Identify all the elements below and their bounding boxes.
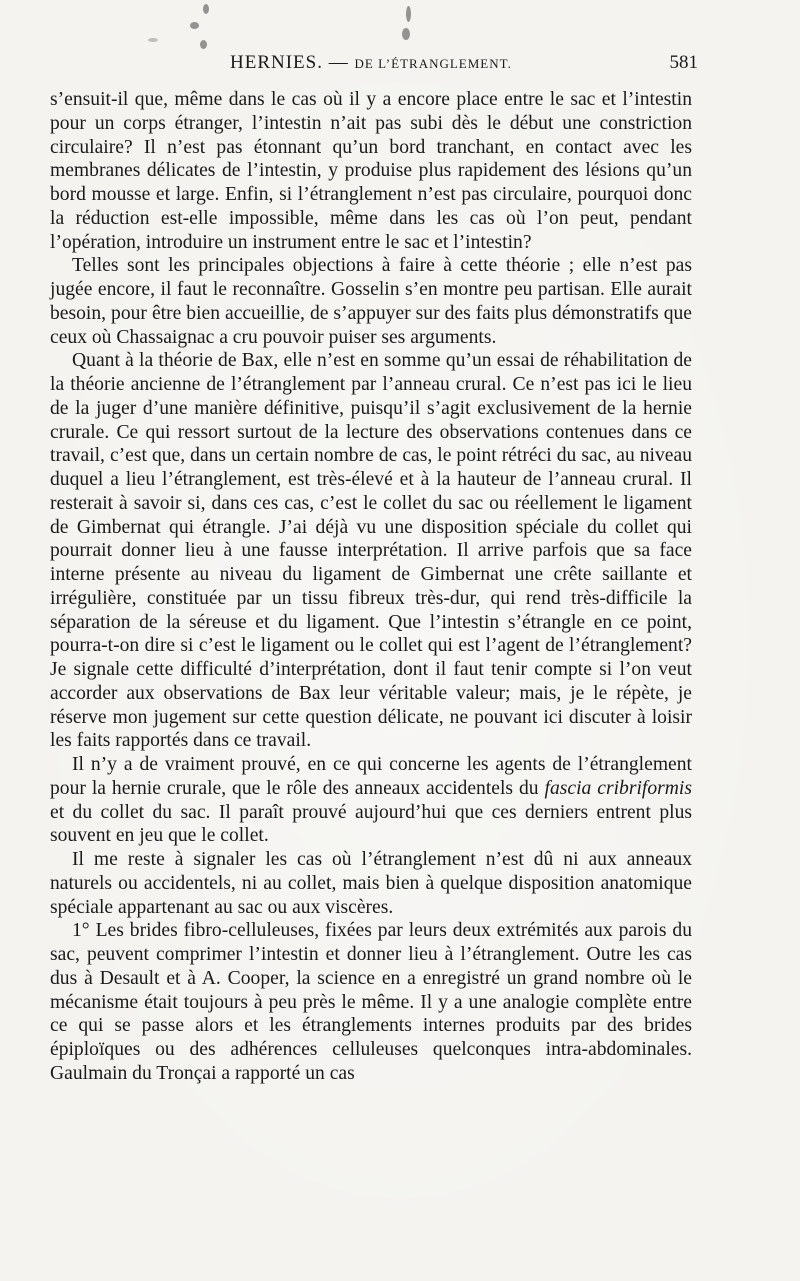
body-text (50, 88, 692, 1086)
running-header (58, 50, 698, 76)
paragraph: Telles sont les principales objections à faire à cette théorie ; elle n’est pas jugée encore, il faut le reconnaître. Gosselin s’en montre peu partisan. Elle aurait besoin, pour être bien accueillie, de s’appuyer sur des faits plus démonstratifs que ceux où Chassaignac a cru pouvoir puiser ses arguments. (50, 255, 692, 348)
ink-speck (203, 4, 209, 14)
running-title-sub: DE L’ÉTRANGLEMENT. (354, 56, 512, 71)
paragraph: s’ensuit-il que, même dans le cas où il y a encore place entre le sac et l’intestin pour un corps étranger, l’intestin n’ait pas subi dès le début une constriction circulaire? Il n’est pas étonnant qu’un bord tranchant, en contact avec les membranes délicates de l’intestin, y produise plus rapidement des lésions qu’un bord mousse et large. Enfin, si l’étranglement n’est pas circulaire, pourquoi donc la réduction est-elle impossible, même dans les cas où l’on peut, pendant l’opération, introduire un instrument entre le sac et l’intestin? (50, 89, 692, 253)
page-number: 581 (669, 52, 698, 73)
ink-speck (190, 22, 199, 29)
paragraph: 1° Les brides fibro-celluleuses, fixées par leurs deux extrémités aux parois du sac, peuvent comprimer l’intestin et donner lieu à l’étranglement. Outre les cas dus à Desault et à A. Cooper, la science en a enregistré un grand nombre où le mécanisme était toujours à peu près le même. Il y a une analogie complète entre ce qui se passe alors et les étranglements internes produits par des brides épiploïques ou des adhérences celluleuses quelconques intra-abdominales. Gaulmain du Tronçai a rapporté un cas (50, 920, 692, 1084)
paragraph (50, 753, 692, 848)
paragraph: Il me reste à signaler les cas où l’étranglement n’est dû ni aux anneaux naturels ou accidentels, ni au collet, mais bien à quelque disposition anatomique spéciale appartenant au sac ou aux viscères. (50, 849, 692, 918)
paragraph-text: Il n’y a de vraiment prouvé, en ce qui concerne les agents de l’étranglement pour la hernie crurale, que le rôle des anneaux accidentels du (50, 754, 692, 799)
ink-speck (402, 28, 410, 40)
ink-speck (406, 6, 411, 22)
ink-speck (148, 38, 158, 42)
running-title-main: HERNIES. (230, 52, 323, 73)
running-title (230, 52, 512, 74)
paragraph-text: et du collet du sac. Il paraît prouvé aujourd’hui que ces derniers entrent plus souvent en jeu que le collet. (50, 801, 692, 847)
running-title-dash: — (328, 52, 349, 73)
paragraph: Quant à la théorie de Bax, elle n’est en somme qu’un essai de réhabilitation de la théorie ancienne de l’étranglement par l’anneau crural. Ce n’est pas ici le lieu de la juger d’une manière définitive, puisqu’il s’agit exclusivement de la hernie crurale. Ce qui ressort surtout de la lecture des observations contenues dans ce travail, c’est que, dans un certain nombre de cas, le point rétréci du sac, au niveau duquel a lieu l’étranglement, est très-élevé et à la hauteur de l’anneau crural. Il resterait à savoir si, dans ces cas, c’est le collet du sac ou réellement le ligament de Gimbernat qui étrangle. J’ai déjà vu une disposition spéciale du collet qui pourrait donner lieu à une fausse interprétation. Il arrive parfois que sa face interne présente au niveau du ligament de Gimbernat une crête saillante et irrégulière, constituée par un tissu fibreux très-dur, qui rend très-difficile la séparation de la séreuse et du ligament. Que l’intestin s’étrangle en ce point, pourra-t-on dire si c’est le ligament ou le collet qui est l’agent de l’étranglement? Je signale cette difficulté d’interprétation, dont il faut tenir compte si l’on veut accorder aux observations de Bax leur véritable valeur; mais, je le répète, je réserve mon jugement sur cette question délicate, ne pouvant ici discuter à loisir les faits rapportés dans ce travail. (50, 350, 692, 752)
ink-speck (200, 40, 207, 49)
latin-term: fascia cribriformis (544, 777, 693, 799)
